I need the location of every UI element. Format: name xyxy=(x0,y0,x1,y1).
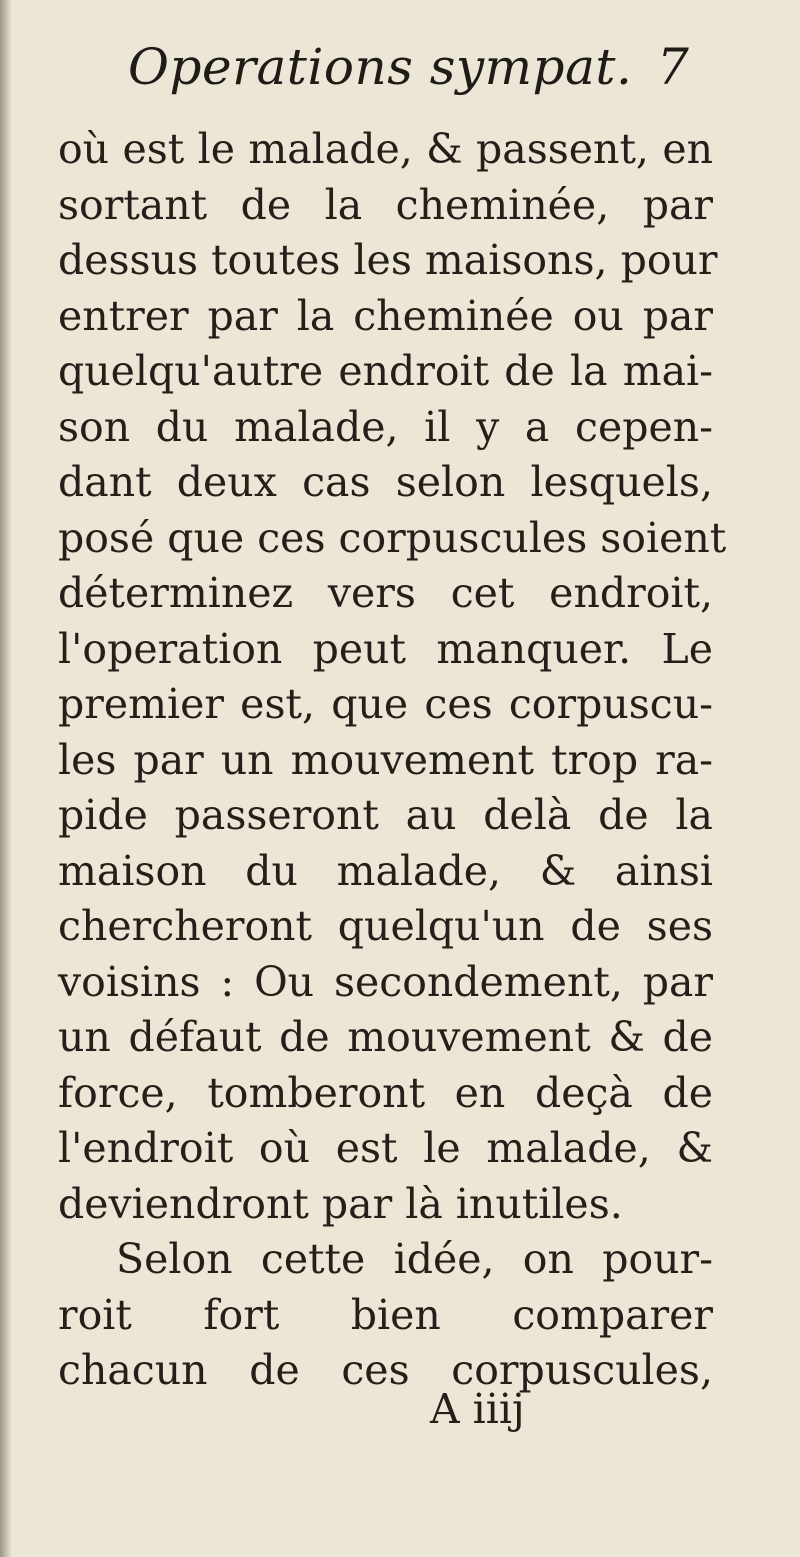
text-line: dant deux cas selon lesquels, xyxy=(58,458,713,506)
text-line: Selon cette idée, on pour- xyxy=(116,1235,713,1283)
text-line: où est le malade, & passent, en xyxy=(58,125,713,173)
text-line: déterminez vers cet endroit, xyxy=(58,569,713,617)
text-line: sortant de la cheminée, par xyxy=(58,180,713,229)
text-line: chercheront quelqu'un de ses xyxy=(58,902,713,950)
text-line: force, tomberont en deçà de xyxy=(58,1068,713,1117)
text-line: l'operation peut manquer. Le xyxy=(58,624,713,673)
text-line: chacun de ces corpuscules, xyxy=(58,1346,713,1394)
page-gutter-edge xyxy=(0,0,12,1557)
text-line: roit fort bien comparer xyxy=(58,1290,713,1339)
text-line: voisins : Ou secondement, par xyxy=(58,957,713,1006)
running-title: Operations sympat. xyxy=(128,38,633,96)
text-line: deviendront par là inutiles. xyxy=(58,1179,623,1228)
page-header xyxy=(0,38,800,108)
text-line: dessus toutes les maisons, pour xyxy=(58,236,718,284)
text-line: les par un mouvement trop ra- xyxy=(58,735,713,784)
text-line: posé que ces corpuscules soient xyxy=(58,513,727,562)
text-line: quelqu'autre endroit de la mai- xyxy=(58,347,713,395)
text-line: un défaut de mouvement & de xyxy=(58,1013,713,1061)
text-line: l'endroit où est le malade, & xyxy=(58,1124,713,1172)
page-number: 7 xyxy=(657,38,689,96)
text-line: maison du malade, & ainsi xyxy=(58,846,713,895)
text-line: entrer par la cheminée ou par xyxy=(58,291,713,340)
text-line: premier est, que ces corpuscu- xyxy=(58,680,713,728)
signature-mark: A iiij xyxy=(430,1385,525,1433)
body-text xyxy=(58,122,727,1399)
text-line: son du malade, il y a cepen- xyxy=(58,402,713,451)
text-line: pide passeront au delà de la xyxy=(58,791,713,839)
